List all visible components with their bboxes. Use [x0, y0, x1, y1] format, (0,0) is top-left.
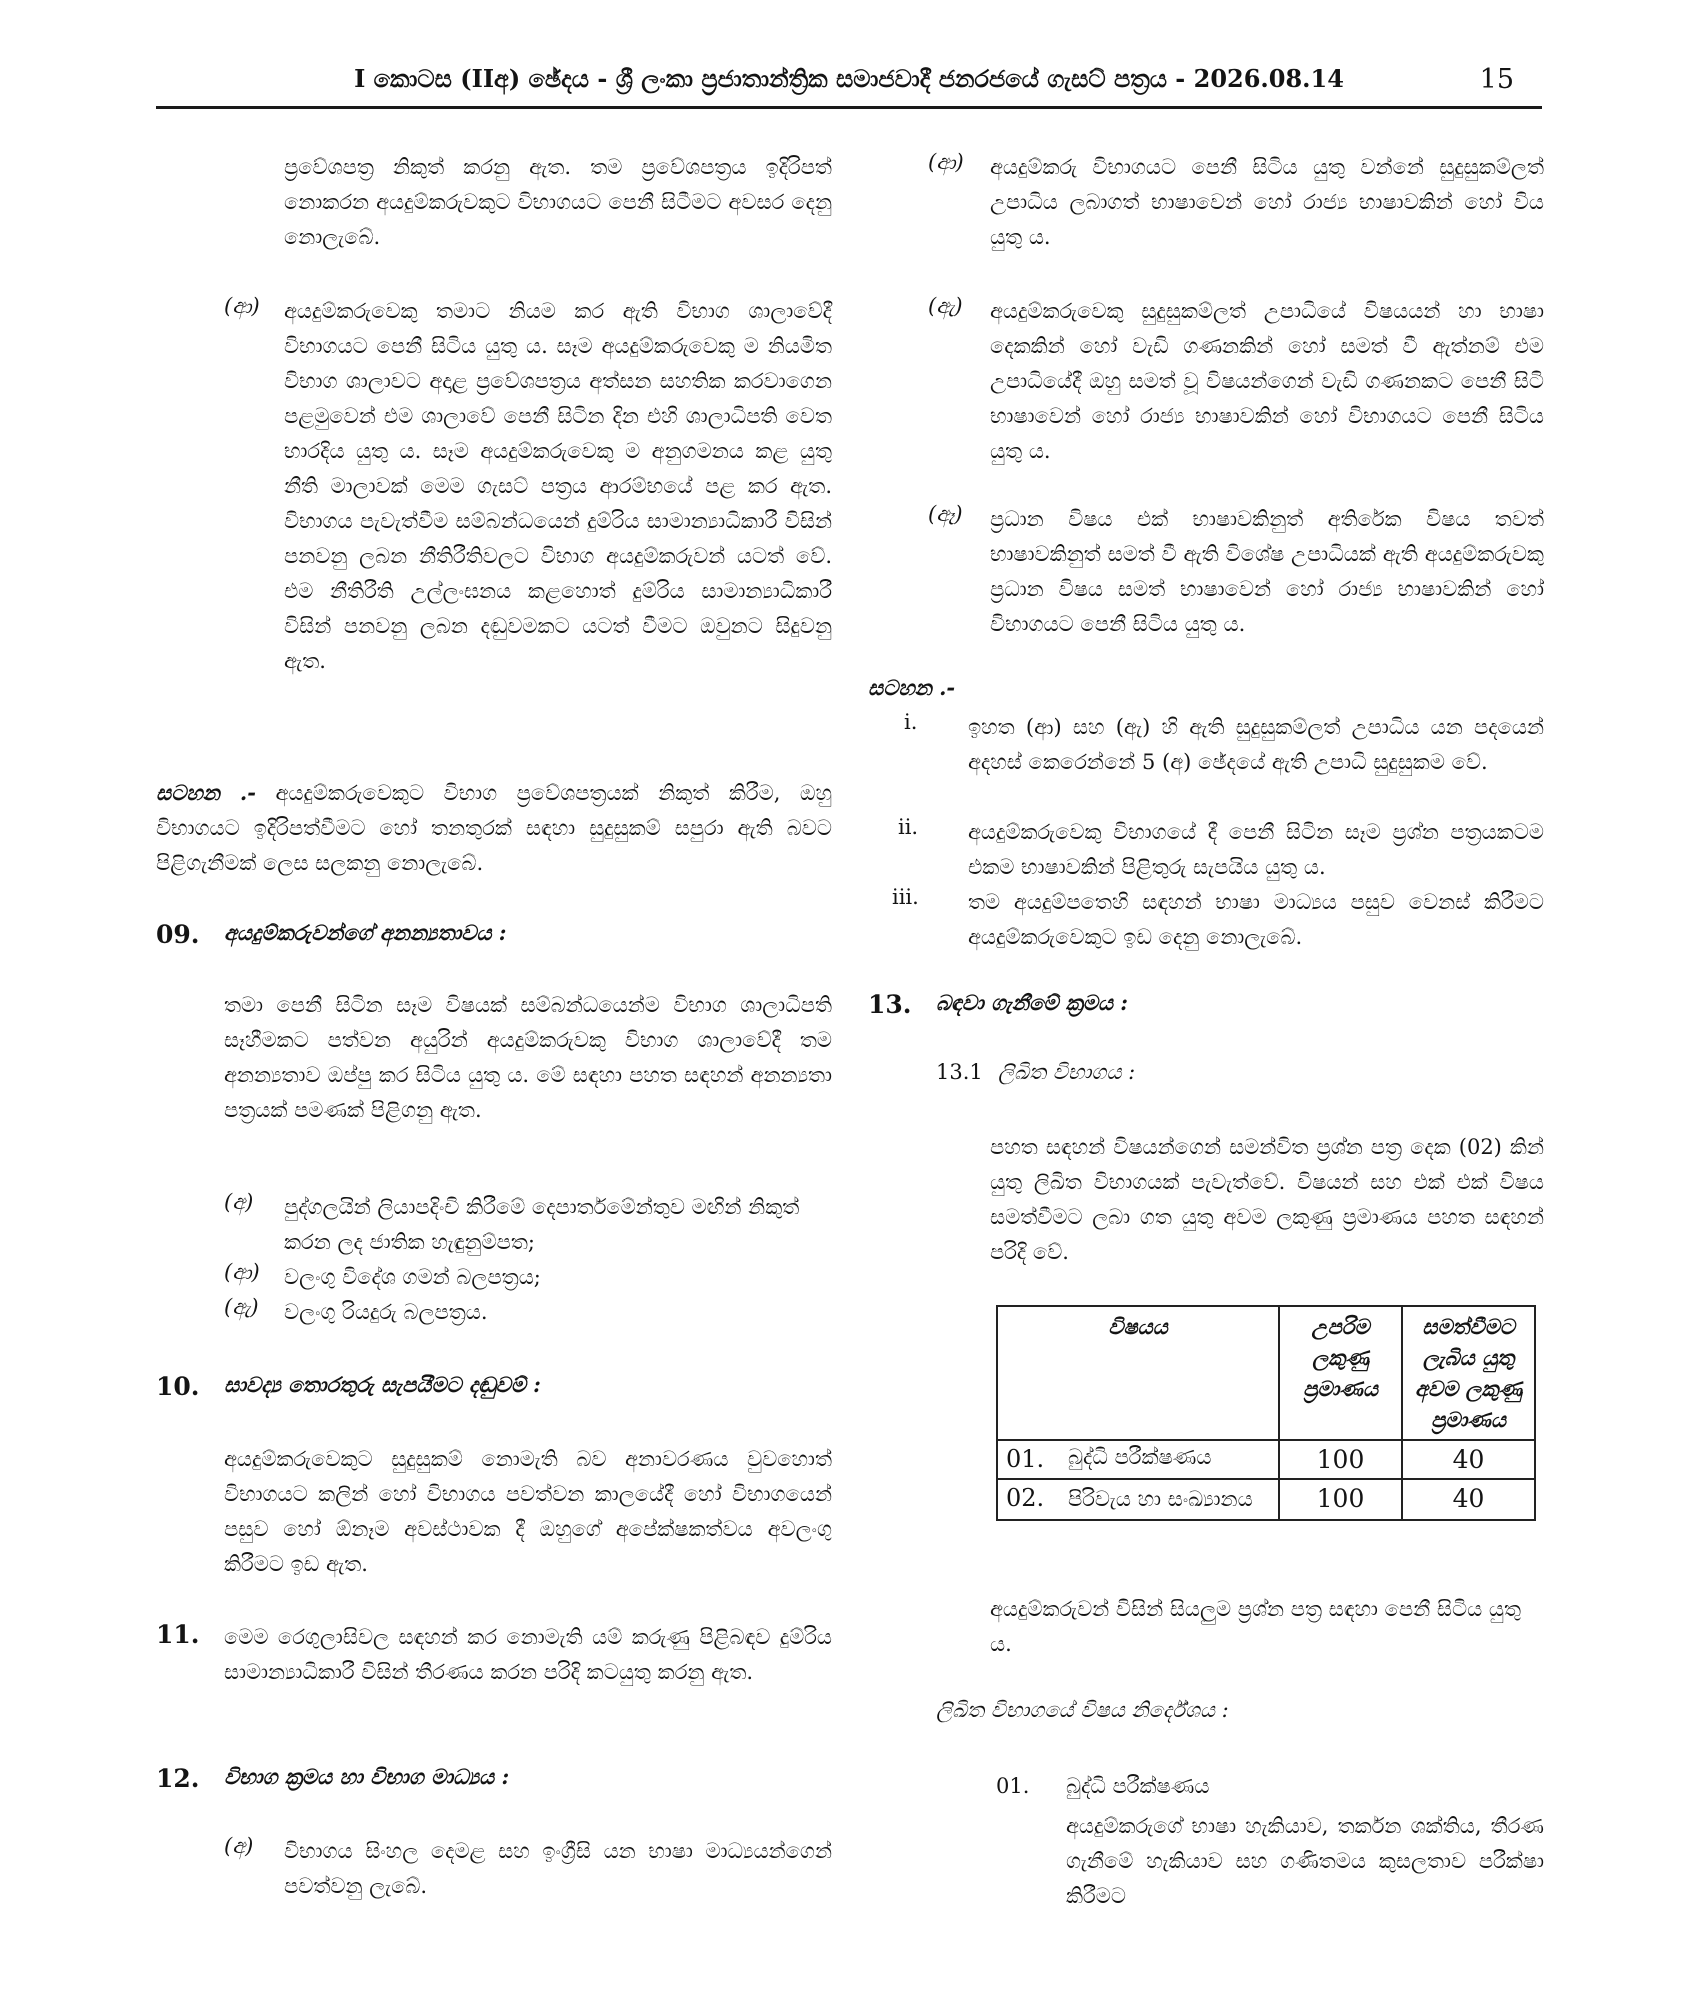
section-09-item-text: වලංගු රියදුරු බලපත්‍රය. [284, 1300, 488, 1324]
section-13-title: බඳවා ගැනීමේ ක්‍රමය : [936, 990, 1128, 1015]
section-09-item-label: (ආ) [224, 1260, 260, 1284]
section-12-item-text: විභාගය සිංහල දෙමළ සහ ඉංග්‍රීසි යන භාෂා මාධ්‍යයන්ගෙන් පවත්වනු ලැබේ. [284, 1839, 832, 1898]
page-number: 15 [1479, 64, 1514, 95]
marks-table [996, 1305, 1536, 1521]
section-12-item-label: (අ) [224, 1834, 254, 1858]
item-aa-label: (ආ) [224, 294, 260, 318]
section-10-number: 10. [156, 1372, 200, 1401]
syllabus-item-text: අයදුම්කරුගේ භාෂා හැකියාව, තර්කන ශක්තිය, තීරණ ගැනීමේ හැකියාව සහ ගණිතමය කුසලතාව පරීක්ෂා කිරීමට [1066, 1814, 1544, 1908]
table-cell-min: 40 [1402, 1440, 1535, 1479]
language-item-text: ප්‍රධාන විෂය එක් භාෂාවකිනුත් අතිරේක විෂය තවත් භාෂාවකිනුත් සමත් වී ඇති විශේෂ උපාධියක් ඇති අයදුම්කරුවකු ප්‍රධාන විෂය සමත් භාෂාවෙන් හෝ රාජ්‍ය භාෂාවකින් හෝ විභාගයට පෙනී සිටිය යුතු ය. [990, 507, 1544, 636]
table-header-row [997, 1306, 1535, 1440]
language-item-text: අයදුම්කරු විභාගයට පෙනී සිටිය යුතු වන්නේ සුදුසුකම්ලත් උපාධිය ලබාගත් භාෂාවෙන් හෝ රාජ්‍ය භාෂාවකින් හෝ විය යුතු ය. [990, 155, 1544, 249]
language-item-label: (ඇ) [928, 294, 963, 318]
section-12-title: විභාග ක්‍රමය හා විභාග මාධ්‍යය : [224, 1764, 510, 1789]
page-header [156, 62, 1542, 109]
intro-paragraph: ප්‍රවේශපත්‍ර නිකුත් කරනු ඇත. තම ප්‍රවේශපත්‍රය ඉදිරිපත් නොකරන අයදුම්කරුවකුට විභාගයට පෙනී සිටීමට අවසර දෙනු නොලැබේ. [284, 155, 832, 249]
section-09-paragraph: තමා පෙනී සිටින සෑම විෂයක් සම්බන්ධයෙන්ම විභාග ශාලාධිපති සෑහීමකට පත්වන අයුරින් අයදුම්කරුවකු විභාග ශාලාවේදී තම අනන්‍යතාව ඔප්පු කර සිටිය යුතු ය. මේ සඳහා පහත සඳහන් අනන්‍යතා පත්‍රයක් පමණක් පිළිගනු ඇත. [224, 993, 832, 1122]
table-cell-max: 100 [1279, 1479, 1402, 1520]
language-item-label: (ආ) [928, 150, 964, 174]
item-aa-text: අයදුම්කරුවෙකු තමාට නියම කර ඇති විභාග ශාලාවේදී විභාගයට පෙනී සිටිය යුතු ය. සෑම අයදුම්කරුවෙකු ම නියමිත විභාග ශාලාවට අදාළ ප්‍රවේශපත්‍රය අත්සන සහතික කරවාගෙන පළමුවෙන් එම ශාලාවේ පෙනී සිටින දින එහි ශාලාධිපති වෙත භාරදිය යුතු ය. සෑම අයදුම්කරුවෙකු ම අනුගමනය කළ යුතු නීති මාලාවක් මෙම ගැසට් පත්‍රය ආරම්භයේ පළ කර ඇත. විභාගය පැවැත්වීම සම්බන්ධයෙන් දුම්රිය සාමාන්‍යාධිකාරී විසින් පනවනු ලබන නීතිරීතිවලට විභාග අයදුම්කරුවන් යටත් වේ. එම නීතිරීති උල්ලංඝනය කළහොත් දුම්රිය සාමාන්‍යාධිකාරී විසින් පනවනු ලබන දඬුවමකට යටත් වීමට ඔවුනට සිදුවනු ඇත. [284, 299, 832, 673]
syllabus-item-title: බුද්ධි පරීක්ෂණය [1066, 1774, 1210, 1798]
note-text: ඉහත (ආ) සහ (ඇ) හි ඇති සුදුසුකම්ලත් උපාධිය යන පදයෙන් අදහස් කෙරෙන්නේ 5 (අ) ඡේදයේ ඇති උපාධි සුදුසුකම වේ. [968, 715, 1544, 774]
section-13-number: 13. [868, 990, 912, 1019]
note-text: අයදුම්කරුවෙකු විභාගයේ දී පෙනී සිටින සෑම ප්‍රශ්න පත්‍රයකටම එකම භාෂාවකින් පිළිතුරු සැපයිය යුතු ය. [968, 820, 1544, 879]
section-09-title: අයදුම්කරුවන්ගේ අනන්‍යතාවය : [224, 920, 507, 945]
section-10-paragraph: අයදුම්කරුවෙකුට සුදුසුකම් නොමැති බව අනාවරණය වුවහොත් විභාගයට කලින් හෝ විභාගය පවත්වන කාලයේදී හෝ විභාගයෙන් පසුව හෝ ඕනෑම අවස්ථාවක දී ඔහුගේ අපේක්ෂකත්වය අවලංගු කිරීමට ඉඩ ඇත. [224, 1447, 832, 1576]
table-header-max: උපරිම ලකුණු ප්‍රමාණය [1279, 1306, 1402, 1440]
subsection-13-1-number: 13.1 [936, 1060, 983, 1084]
note-block [156, 775, 832, 881]
right-note-label: සටහන .- [868, 675, 956, 700]
table-cell-number: 01. [997, 1440, 1060, 1479]
section-12-number: 12. [156, 1764, 200, 1793]
table-header-min: සමත්වීමට ලැබිය යුතු අවම ලකුණු ප්‍රමාණය [1402, 1306, 1535, 1440]
section-13-paragraph: පහත සඳහන් විෂයන්ගෙන් සමන්විත ප්‍රශ්න පත්‍ර දෙක (02) කින් යුතු ලිඛිත විභාගයක් පැවැත්වේ. විෂයන් සහ එක් එක් විෂය සමත්වීමට ලබා ගත යුතු අවම ලකුණු ප්‍රමාණය පහත සඳහන් පරිදි වේ. [990, 1135, 1544, 1264]
section-09-item-text: වලංගු විදේශ ගමන් බලපත්‍රය; [284, 1265, 541, 1289]
section-09-item-text: පුද්ගලයින් ලියාපදිංචි කිරීමේ දෙපාර්තමේන්තුව මඟින් නිකුත් කරන ලද ජාතික හැඳුනුම්පත; [284, 1195, 800, 1254]
table-cell-number: 02. [997, 1479, 1060, 1520]
table-cell-max: 100 [1279, 1440, 1402, 1479]
section-11-number: 11. [156, 1620, 200, 1649]
subsection-13-1-title: ලිඛිත විභාගය : [998, 1060, 1136, 1084]
section-10-title: සාවද්‍ය තොරතුරු සැපයීමට දඬුවම් : [224, 1372, 541, 1397]
section-09-item-label: (ඇ) [224, 1295, 259, 1319]
table-row [997, 1440, 1535, 1479]
syllabus-item-number: 01. [996, 1774, 1030, 1798]
note-label: සටහන .- [156, 780, 256, 805]
after-table-note: අයදුම්කරුවන් විසින් සියලුම ප්‍රශ්න පත්‍ර සඳහා පෙනී සිටිය යුතු ය. [990, 1597, 1522, 1656]
note-text: තම අයදුම්පතෙහි සඳහන් භාෂා මාධ්‍යය පසුව වෙනස් කිරීමට අයදුම්කරුවෙකුට ඉඩ දෙනු නොලැබේ. [968, 890, 1544, 949]
language-item-text: අයදුම්කරුවෙකු සුදුසුකම්ලත් උපාධියේ විෂයයන් හා භාෂා දෙකකින් හෝ වැඩි ගණනකින් හෝ සමත් වී ඇත්නම් එම උපාධියේදී ඔහු සමත් වූ විෂයන්ගෙන් වැඩි ගණනකට පෙනී සිටි භාෂාවෙන් හෝ රාජ්‍ය භාෂාවකින් හෝ විභාගයට පෙනී සිටිය යුතු ය. [990, 299, 1544, 463]
gazette-title: I කොටස (IIඅ) ඡේදය - ශ්‍රී ලංකා ප්‍රජාතාන්ත්‍රික සමාජවාදී ජනරජයේ ගැසට් පත්‍රය - 2026.08.14 [354, 64, 1344, 93]
syllabus-title: ලිඛිත විභාගයේ විෂය නිර්දේශය : [936, 1698, 1229, 1722]
table-cell-min: 40 [1402, 1479, 1535, 1520]
table-cell-subject: පිරිවැය හා සංඛ්‍යානය [1060, 1479, 1279, 1520]
note-number: iii. [892, 885, 919, 909]
note-number: ii. [898, 815, 919, 839]
section-09-item-label: (අ) [224, 1190, 254, 1214]
note-text: අයදුම්කරුවෙකුට විභාග ප්‍රවේශපත්‍රයක් නිකුත් කිරීම, ඔහු විභාගයට ඉදිරිපත්වීමට හෝ තනතුරක් සඳහා සුදුසුකම් සපුරා ඇති බවට පිළිගැනීමක් ලෙස සලකනු නොලැබේ. [156, 781, 832, 875]
section-09-number: 09. [156, 920, 200, 949]
note-number: i. [904, 710, 918, 734]
table-cell-subject: බුද්ධි පරීක්ෂණය [1060, 1440, 1279, 1479]
section-11-paragraph: මෙම රෙගුලාසිවල සඳහන් කර නොමැති යම් කරුණු පිළිබඳව දුම්රිය සාමාන්‍යාධිකාරී විසින් තීරණය කරන පරිදි කටයුතු කරනු ඇත. [224, 1625, 832, 1684]
table-header-subject: විෂයය [997, 1306, 1279, 1440]
table-row [997, 1479, 1535, 1520]
language-item-label: (ඈ) [928, 502, 963, 526]
